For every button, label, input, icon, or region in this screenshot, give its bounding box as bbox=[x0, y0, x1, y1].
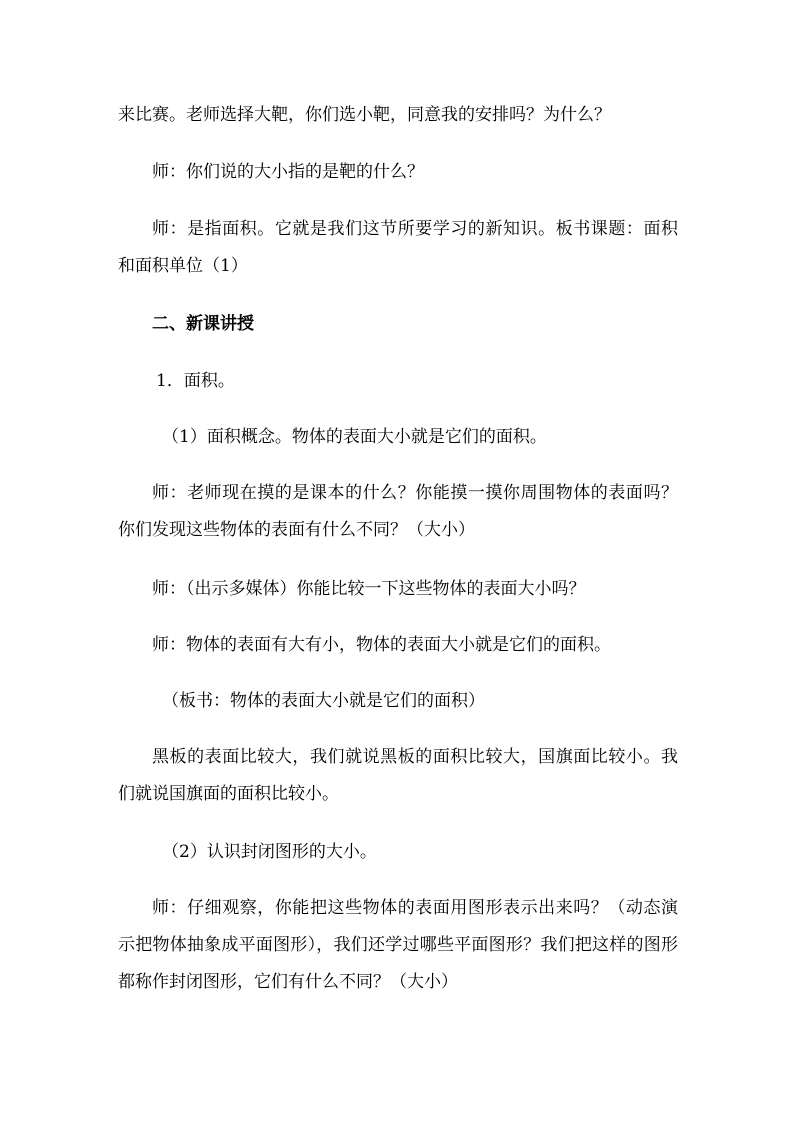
subsection-area: 1．面积。 bbox=[156, 371, 235, 391]
paragraph-area-concept: （1）面积概念。物体的表面大小就是它们的面积。 bbox=[162, 427, 547, 447]
paragraph-multimedia-compare: 师：（出示多媒体）你能比较一下这些物体的表面大小吗？ bbox=[152, 579, 586, 599]
paragraph-blackboard-flag-example: 黑板的表面比较大，我们就说黑板的面积比较大，国旗面比较小。我们就说国旗面的面积比较小。 bbox=[118, 747, 678, 804]
section-heading-new-lesson: 二、新课讲授 bbox=[152, 314, 254, 334]
paragraph-lesson-title: 师：是指面积。它就是我们这节所要学习的新知识。板书课题：面积和面积单位（1） bbox=[118, 219, 678, 276]
paragraph-surface-size-definition: 师：物体的表面有大有小，物体的表面大小就是它们的面积。 bbox=[152, 635, 611, 655]
paragraph-teacher-size-question: 师：你们说的大小指的是靶的什么？ bbox=[152, 162, 424, 182]
paragraph-touch-surface: 师：老师现在摸的是课本的什么？你能摸一摸你周围物体的表面吗？你们发现这些物体的表面有什么不同？（大小） bbox=[118, 483, 678, 540]
paragraph-blackboard-note: （板书：物体的表面大小就是它们的面积） bbox=[162, 691, 485, 711]
paragraph-closed-figures: （2）认识封闭图形的大小。 bbox=[162, 842, 377, 862]
paragraph-observe-figures: 师：仔细观察，你能把这些物体的表面用图形表示出来吗？（动态演示把物体抽象成平面图形），我们还学过哪些平面图形？我们把这样的图形都称作封闭图形，它们有什么不同？（大小） bbox=[118, 898, 678, 992]
paragraph-competition-question: 来比赛。老师选择大靶，你们选小靶，同意我的安排吗？为什么？ bbox=[118, 105, 611, 125]
